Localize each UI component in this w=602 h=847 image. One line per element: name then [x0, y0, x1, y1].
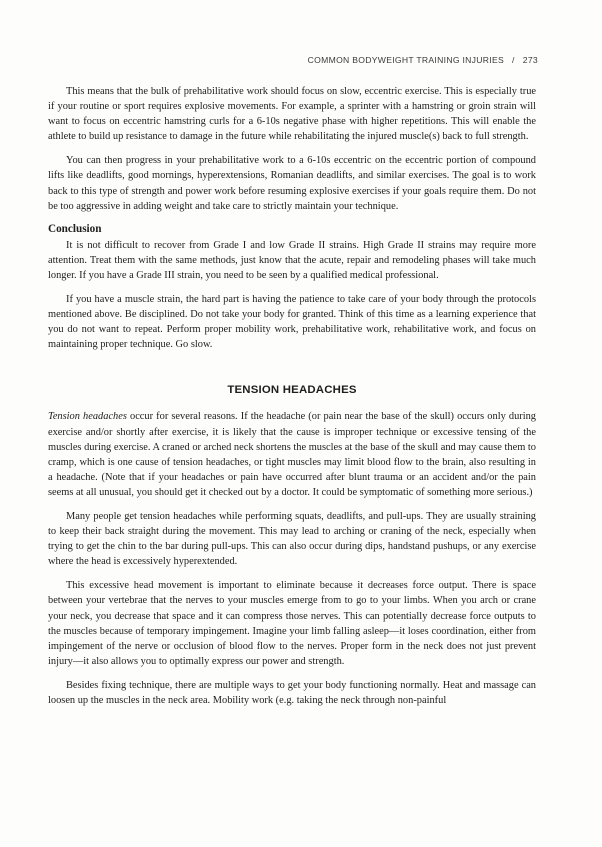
page-body	[48, 84, 536, 708]
paragraph-prehab-progress: You can then progress in your prehabilitative work to a 6-10s eccentric on the eccentric portion of compound lifts like deadlifts, good mornings, hyperextensions, Romanian deadlifts, and similar exercises. The goal is to work back to this type of strength and power work before resuming explosive exercises if your goals require them. Do not be too aggressive in adding weight and take care to strictly maintain your technique.	[48, 155, 536, 212]
paragraph-head-movement: This excessive head movement is important to eliminate because it decreases force output. There is space between your vertebrae that the nerves to your muscles emerge from to go to your limbs. When you arch or crane your neck, you decrease that space and it can compress those nerves. This can potentially decrease force outputs to the muscles because of temporary impingement. Imagine your limb falling asleep—it loses coordination, either from impingement of the nerve or occlusion of blood flow to the nerves. Proper form in the neck does not just prevent injury—it also allows you to optimally express our power and strength.	[48, 580, 536, 667]
term-tension-headaches: Tension headaches	[48, 411, 127, 423]
conclusion-heading: Conclusion	[48, 222, 102, 235]
section-heading-tension-headaches: TENSION HEADACHES	[227, 384, 357, 397]
paragraph-tension-intro	[48, 409, 536, 500]
running-head	[308, 55, 538, 65]
running-title: COMMON BODYWEIGHT TRAINING INJURIES	[307, 55, 505, 65]
paragraph-tension-intro-text: occur for several reasons. If the headache (or pain near the base of the skull) occurs only during exercise and/or shortly after exercise, it is likely that the cause is improper technique or excessive tensing of the muscles during exercise. A craned or arched neck shortens the muscles at the base of the skull and may cause them to cramp, which is one cause of tension headaches, or tight muscles may limit blood flow to the brain, also resulting in a headache. (Note that if your headaches or pain have occurred after blunt trauma or an accident and/or the pain seems at all unusual, you should get it checked out by a doctor. It could be symptomatic of something more serious.)	[48, 411, 536, 498]
paragraph-conclusion-patience: If you have a muscle strain, the hard part is having the patience to take care of your body through the protocols mentioned above. Be disciplined. Do not take your body for granted. Think of this time as a learning experience that you do not want to repeat. Perform proper mobility work, prehabilitative work, rehabilitative work, and focus on maintaining proper technique. Go slow.	[48, 294, 536, 351]
header-separator: /	[512, 55, 515, 65]
page-number: 273	[522, 55, 538, 65]
paragraph-prehab-eccentric: This means that the bulk of prehabilitative work should focus on slow, eccentric exercise. This is especially true if your routine or sport requires explosive movements. For example, a sprinter with a hamstring or groin strain will want to focus on eccentric hamstring curls for a 6-10s negative phase with higher repetitions. This will enable the athlete to build up resistance to damage in the future while rehabilitating the injured muscle(s) back to full strength.	[48, 86, 536, 143]
paragraph-tension-exercises: Many people get tension headaches while performing squats, deadlifts, and pull-ups. They are usually straining to keep their back straight during the movement. This may lead to arching or craning of the neck, especially when trying to get the chin to the bar during pull-ups. This can also occur during dips, handstand pushups, or any exercise where the head is excessively hyperextended.	[48, 510, 536, 568]
paragraph-fixing-technique: Besides fixing technique, there are multiple ways to get your body functioning normally. Heat and massage can loosen up the muscles in the neck area. Mobility work (e.g. taking the neck through non-painful	[48, 679, 536, 706]
paragraph-conclusion-grades: It is not difficult to recover from Grade I and low Grade II strains. High Grade II strains may require more attention. Treat them with the same methods, just know that the acute, repair and remodeling phases will take much longer. If you have a Grade III strain, you need to be seen by a qualified medical professional.	[48, 239, 536, 281]
